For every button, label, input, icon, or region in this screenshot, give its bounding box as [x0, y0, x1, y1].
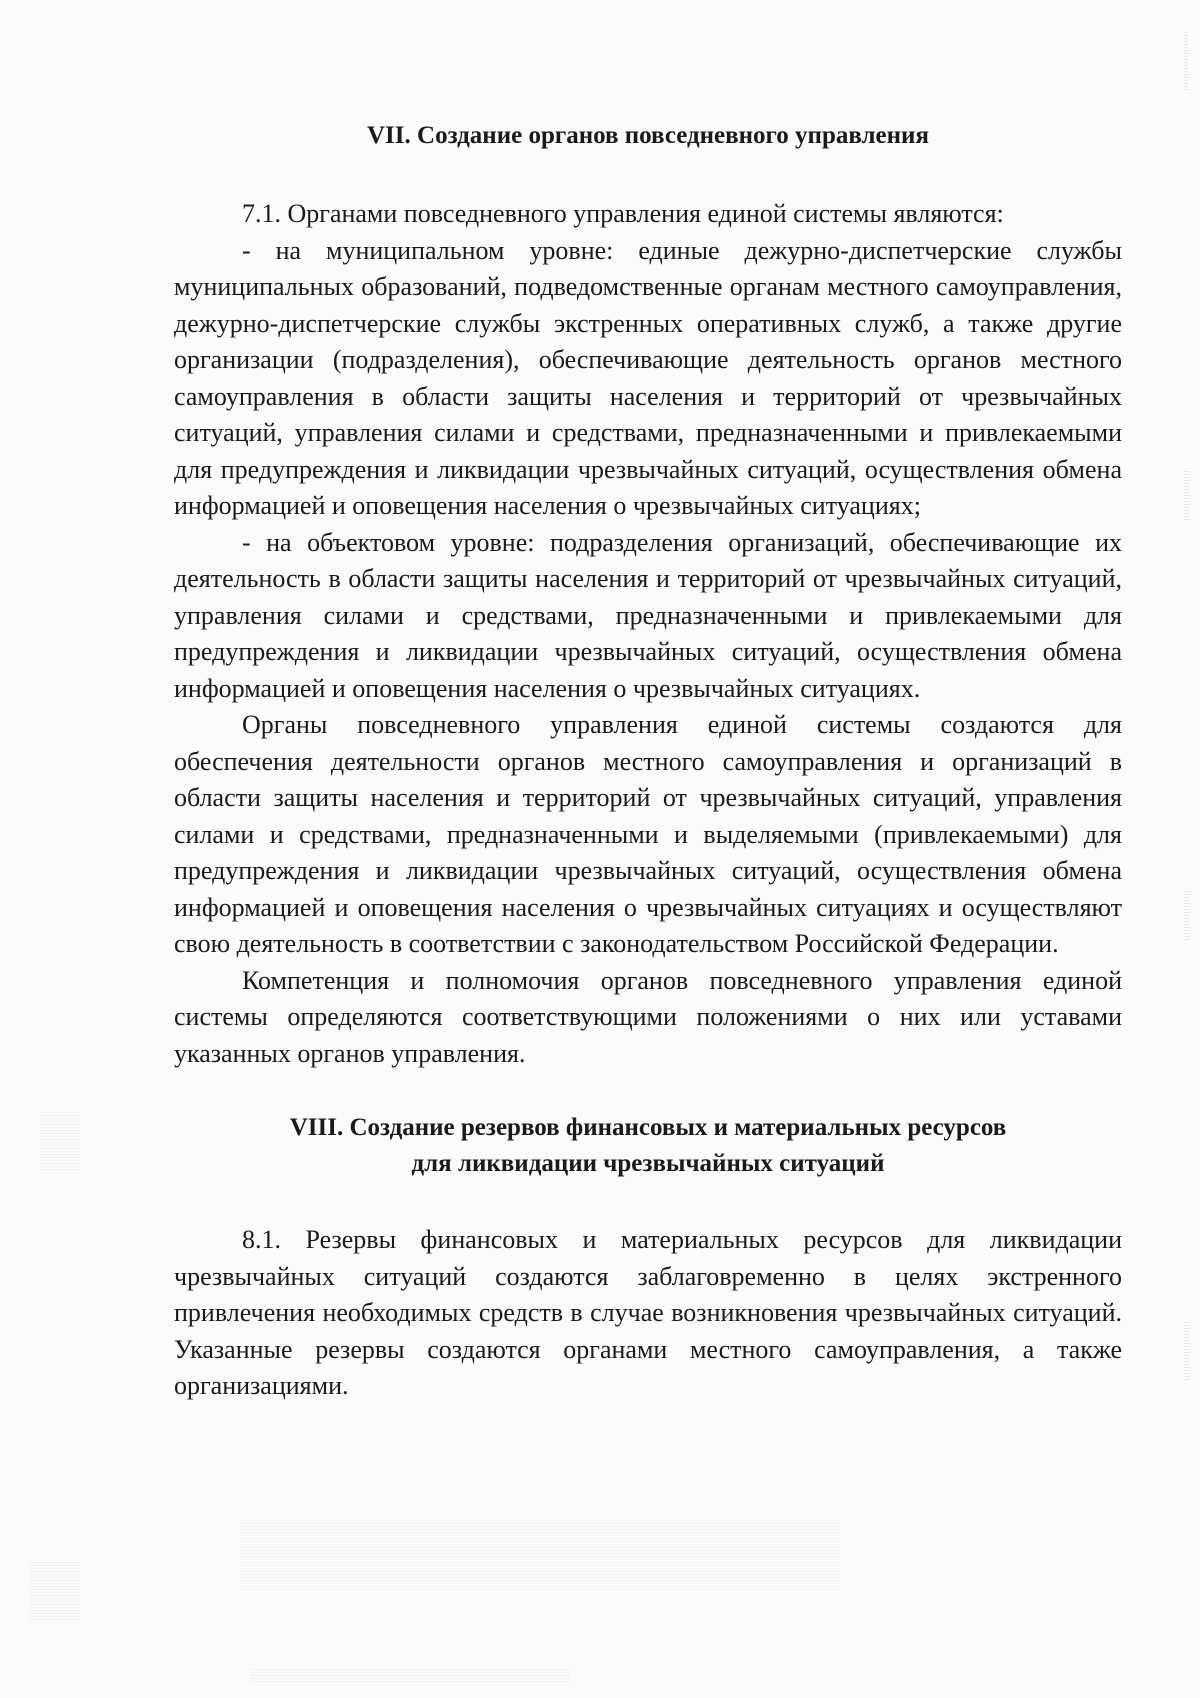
paragraph-competence: Компетенция и полномочия органов повседневного управления единой системы определяются соответствующими положениями о них или уставами указанных органов управления. [174, 965, 1122, 1068]
document-body [174, 118, 1122, 1405]
scan-artifact [30, 1560, 80, 1620]
scan-artifact [1184, 1320, 1190, 1380]
paragraph-8-1: 8.1. Резервы финансовых и материальных ресурсов для ликвидации чрезвычайных ситуаций создаются заблаговременно в целях экстренного привлечения необходимых средств в случае возникновения чрезвычайных ситуаций. Указанные резервы создаются органами местного самоуправления, а также организациями. [174, 1225, 1122, 1400]
paragraph-7-1: 7.1. Органами повседневного управления единой системы являются: [242, 199, 1004, 228]
section-7-heading: VII. Создание органов повседневного управления [367, 122, 929, 149]
section-8-heading [174, 1110, 1122, 1182]
scan-artifact [40, 1110, 80, 1170]
scan-artifact [240, 1520, 840, 1590]
section-8-body [174, 1222, 1122, 1405]
scan-artifact [1184, 470, 1190, 520]
paragraph-daily-bodies-purpose: Органы повседневного управления единой системы создаются для обеспечения деятельности органов местного самоуправления и организаций в области защиты населения и территорий от чрезвычайных ситуаций, управления силами и средствами, предназначенными и выделяемыми (привлекаемыми) для предупреждения и ликвидации чрезвычайных ситуаций, осуществления обмена информацией и оповещения населения о чрезвычайных ситуациях и осуществляют свою деятельность в соответствии с законодательством Российской Федерации. [174, 710, 1122, 958]
paragraph-object-level: - на объектовом уровне: подразделения организаций, обеспечивающие их деятельность в области защиты населения и территорий от чрезвычайных ситуаций, управления силами и средствами, предназначенными и привлекаемыми для предупреждения и ликвидации чрезвычайных ситуаций, осуществления обмена информацией и оповещения населения о чрезвычайных ситуациях. [174, 527, 1122, 703]
scan-artifact [250, 1668, 570, 1682]
paragraph-municipal-level: - на муниципальном уровне: единые дежурно-диспетчерские службы муниципальных образований, подведомственные органам местного самоуправления, дежурно-диспетчерские службы экстренных оперативных служб, а также другие организации (подразделения), обеспечивающие деятельность органов местного самоуправления в области защиты населения и территорий от чрезвычайных ситуаций, управления силами и средствами, предназначенными и привлекаемыми для предупреждения и ликвидации чрезвычайных ситуаций, осуществления обмена информацией и оповещения населения о чрезвычайных ситуациях; [174, 235, 1122, 520]
scan-artifact [1184, 30, 1188, 90]
section-8-heading-line-1: VIII. Создание резервов финансовых и материальных ресурсов [289, 1114, 1007, 1141]
scan-artifact [1184, 890, 1190, 940]
section-8-heading-line-2: для ликвидации чрезвычайных ситуаций [411, 1150, 885, 1177]
section-7-body [174, 196, 1122, 1072]
